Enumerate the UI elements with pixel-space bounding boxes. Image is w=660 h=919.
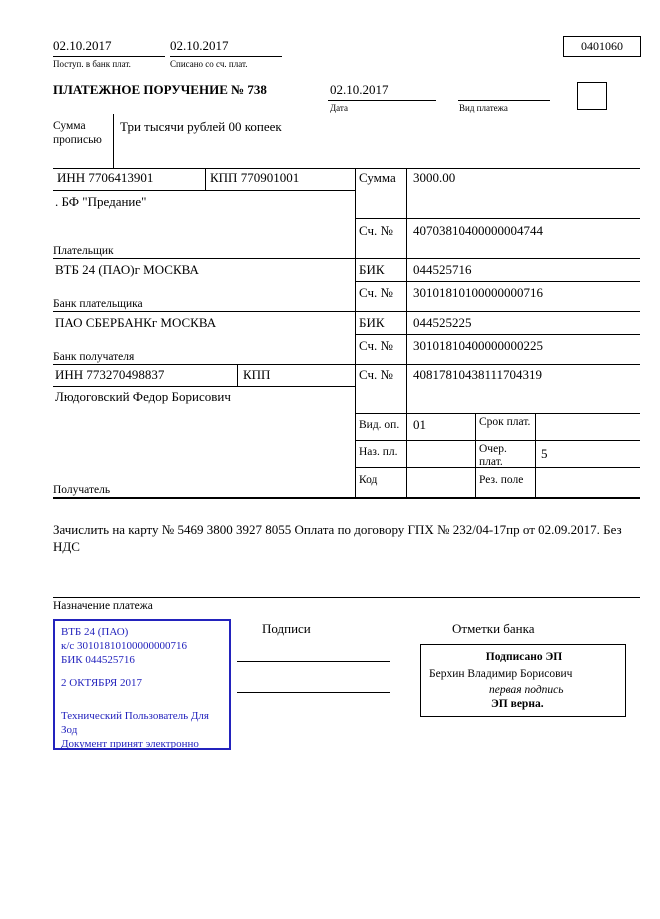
document-title: ПЛАТЕЖНОЕ ПОРУЧЕНИЕ № 738 [53,82,267,97]
bank-marks-box [420,644,626,717]
payee-account-label: Сч. № [359,367,393,382]
payer-name: . БФ "Предание" [55,194,147,209]
payee-bank-bik-line [355,334,640,335]
payer-section-label: Плательщик [53,245,114,257]
purpose-underline [53,597,640,598]
signature-line-2 [237,692,390,693]
table-bottom-line [53,497,640,499]
payee-name: Людоговский Федор Борисович [55,389,231,404]
amount-value: 3000.00 [413,170,456,185]
signer-name: Берхин Владимир Борисович [429,668,573,680]
due-date-label: Срок плат. [479,416,531,428]
purpose-label: Назначение платежа [53,600,153,612]
stamp-corr-account: к/с 30101810100000000716 [61,640,188,652]
payer-bank-account-label: Сч. № [359,285,393,300]
payer-bank-account: 30101810100000000716 [413,285,543,300]
payer-inn-kpp-divider [205,168,206,190]
payee-account-row-line [355,413,640,414]
op-type-row-line [355,440,640,441]
payee-section-label: Получатель [53,484,111,496]
bottom-grid-divider-2 [535,413,536,497]
document-date-underline [328,100,436,101]
document-date-value: 02.10.2017 [330,82,389,97]
payer-inn-row-line [53,190,355,191]
document-date-label: Дата [330,103,348,113]
debited-date-underline [170,56,282,57]
amount-words-label-1: Сумма [53,120,86,132]
payer-bank-bik-line [355,281,640,282]
payer-bank-bik-label: БИК [359,262,385,277]
stamp-bik: БИК 044525716 [61,654,135,666]
payer-bank-name: ВТБ 24 (ПАО)г МОСКВА [55,262,199,277]
payer-account-label: Сч. № [359,223,393,238]
payee-bank-account: 30101810400000000225 [413,338,543,353]
op-type-label: Вид. оп. [359,419,400,431]
received-date-label: Поступ. в банк плат. [53,59,131,69]
debited-date-value: 02.10.2017 [170,38,229,53]
amount-row-line [355,218,640,219]
payee-bank-name: ПАО СБЕРБАНКг МОСКВА [55,315,217,330]
table-top-line [53,168,640,169]
payer-bank-bik: 044525716 [413,262,472,277]
payee-bank-bik: 044525225 [413,315,472,330]
payer-inn: ИНН 7706413901 [57,170,154,185]
signed-ep-title: Подписано ЭП [485,651,563,663]
stamp-bank-name: ВТБ 24 (ПАО) [61,626,129,638]
amount-words-value: Три тысячи рублей 00 копеек [120,119,282,134]
payer-bottom-line [53,258,640,259]
ep-verified-text: ЭП верна. [491,698,544,710]
payer-kpp: КПП 770901001 [210,170,300,185]
stamp-user: Технический Пользователь Для Зод [61,710,209,736]
bottom-grid-divider-1 [475,413,476,497]
payer-bank-section-label: Банк плательщика [53,298,143,310]
purpose-text: Зачислить на карту № 5469 3800 3927 8055 Оплата по договору ГПХ № 232/04-17пр от 02.09.2017. Без НДС [53,522,622,554]
payment-type-underline [458,100,550,101]
reserve-label: Рез. поле [479,474,524,486]
payee-bank-section-label: Банк получателя [53,351,135,363]
stamp-status: Документ принят электронно [61,738,199,750]
payee-bank-account-label: Сч. № [359,338,393,353]
signatures-label: Подписи [262,621,311,636]
payee-inn: ИНН 773270498837 [55,367,165,382]
op-type-value: 01 [413,417,426,432]
table-label-divider [406,168,407,497]
amount-words-divider [113,114,114,168]
signature-line-1 [237,661,390,662]
code-label: Код [359,474,378,486]
payment-type-label: Вид платежа [459,103,508,113]
payee-inn-kpp-divider [237,364,238,386]
stamp-date: 2 ОКТЯБРЯ 2017 [61,677,142,689]
debited-date-label: Списано со сч. плат. [170,59,248,69]
bank-electronic-stamp [53,619,231,750]
bank-marks-label: Отметки банка [452,621,535,636]
payee-account: 40817810438111704319 [413,367,543,382]
received-date-underline [53,56,165,57]
payee-inn-row-line [53,386,355,387]
form-code-box: 0401060 [563,36,641,57]
payee-bank-bik-label: БИК [359,315,385,330]
payer-account: 40703810400000004744 [413,223,543,238]
payee-kpp-label: КПП [243,367,271,382]
priority-value: 5 [541,446,548,461]
received-date-value: 02.10.2017 [53,38,112,53]
payee-bank-bottom-line [53,364,640,365]
amount-label: Сумма [359,170,396,185]
signature-kind: первая подпись [489,684,564,696]
table-main-divider [355,168,356,497]
payment-type-box [577,82,607,110]
amount-words-label-2: прописью [53,134,102,146]
priority-label: Очер. плат. [479,443,507,469]
purpose-code-label: Наз. пл. [359,446,398,458]
